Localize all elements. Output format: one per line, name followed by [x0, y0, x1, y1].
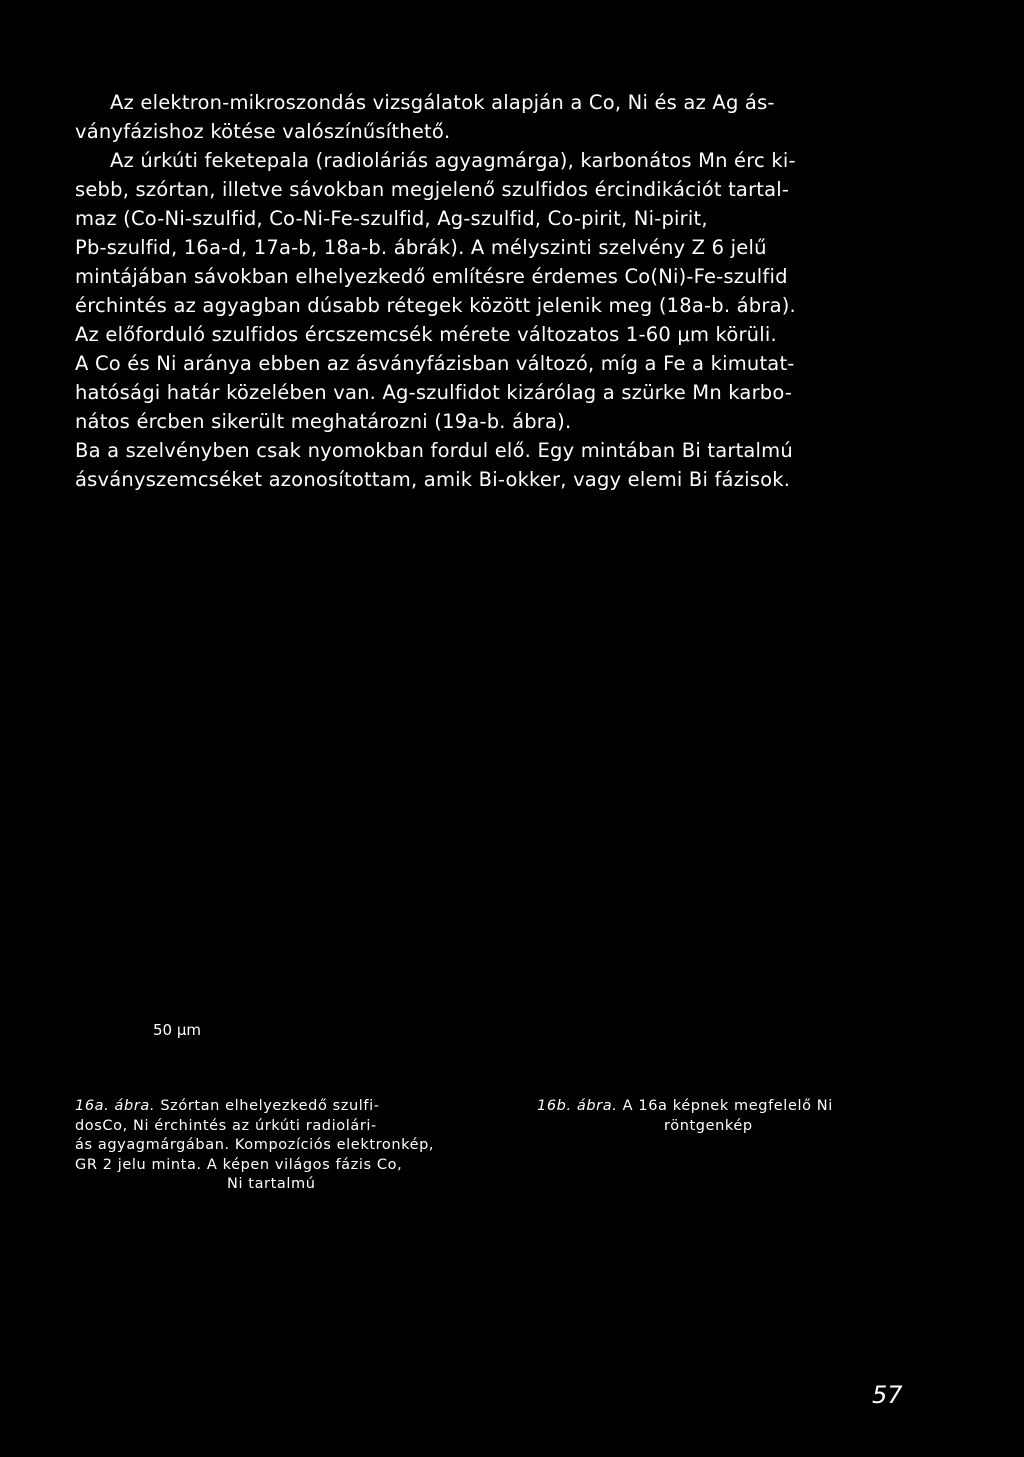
body-line: nátos ércben sikerült meghatározni (19a-b. ábra).	[75, 410, 572, 433]
body-line: mintájában sávokban elhelyezkedő említésre érdemes Co(Ni)-Fe-szulfid	[75, 265, 788, 288]
caption-line: ás agyagmárgában. Kompozíciós elektronkép,	[75, 1137, 435, 1153]
caption-line: dosCo, Ni érchintés az úrkúti radiolári-	[75, 1117, 377, 1134]
body-line: Pb-szulfid, 16a-d, 17a-b, 18a-b. ábrák). A mélyszinti szelvény Z 6 jelű	[75, 236, 767, 259]
body-line: maz (Co-Ni-szulfid, Co-Ni-Fe-szulfid, Ag-szulfid, Co-pirit, Ni-pirit,	[75, 207, 708, 230]
body-line: A Co és Ni aránya ebben az ásványfázisban változó, míg a Fe a kimutat-	[75, 352, 795, 375]
figure-caption-16a	[75, 1097, 515, 1195]
caption-label: 16a. ábra.	[75, 1098, 156, 1114]
body-text	[75, 88, 955, 494]
page-number: 57	[872, 1381, 903, 1409]
caption-label: 16b. ábra.	[537, 1098, 618, 1114]
body-line: ványfázishoz kötése valószínűsíthető.	[75, 120, 451, 143]
body-line: Az úrkúti feketepala (radioláriás agyagmárga), karbonátos Mn érc ki-	[110, 149, 796, 172]
body-line: Az elektron-mikroszondás vizsgálatok alapján a Co, Ni és az Ag ás-	[110, 91, 775, 114]
body-line: hatósági határ közelében van. Ag-szulfidot kizárólag a szürke Mn karbo-	[75, 381, 793, 404]
body-line: Ba a szelvényben csak nyomokban fordul elő. Egy mintában Bi tartalmú	[75, 439, 793, 462]
caption-line: Ni tartalmú	[227, 1176, 316, 1192]
caption-line: Szórtan elhelyezkedő szulfi-	[160, 1098, 380, 1114]
caption-line: GR 2 jelu minta. A képen világos fázis Co,	[75, 1156, 403, 1173]
scale-bar-label: 50 μm	[153, 1021, 202, 1039]
figure-caption-16b	[537, 1097, 957, 1136]
body-line: sebb, szórtan, illetve sávokban megjelenő szulfidos ércindikációt tartal-	[75, 178, 790, 201]
caption-line: A 16a képnek megfelelő Ni	[622, 1098, 833, 1114]
caption-line: röntgenkép	[664, 1117, 753, 1134]
body-line: Az előforduló szulfidos ércszemcsék mérete változatos 1-60 μm körüli.	[75, 323, 777, 346]
figure-image-area	[75, 540, 955, 1080]
body-line: ásványszemcséket azonosítottam, amik Bi-okker, vagy elemi Bi fázisok.	[75, 468, 791, 491]
body-line: érchintés az agyagban dúsabb rétegek között jelenik meg (18a-b. ábra).	[75, 294, 796, 317]
